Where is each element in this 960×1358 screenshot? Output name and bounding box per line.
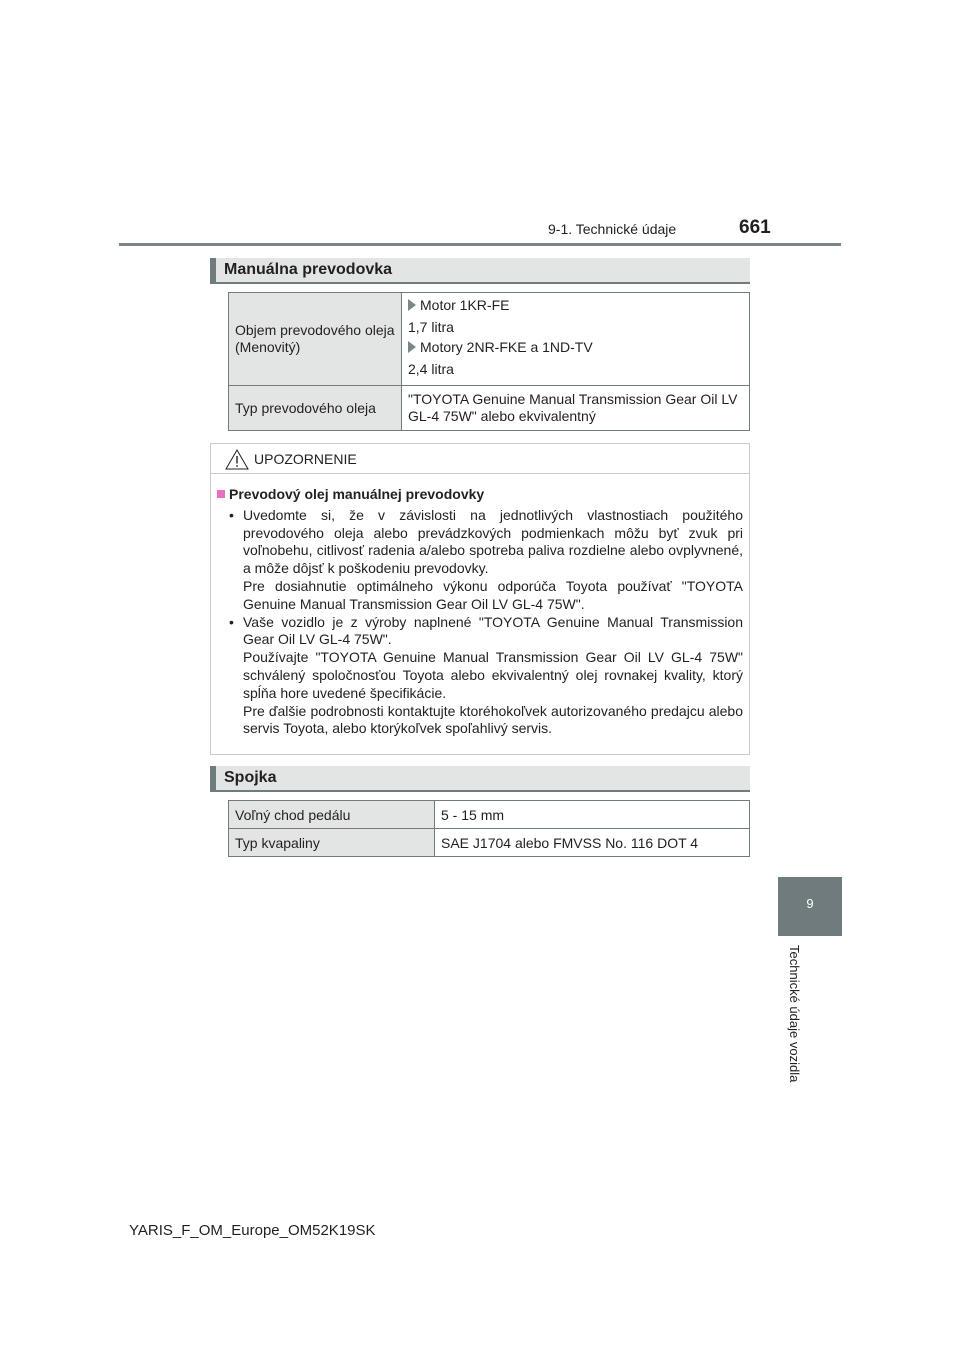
table-row [229,386,750,431]
paragraph: Uvedomte si, že v závislosti na jednotlivých vlastnostiach použitého prevodového oleja alebo prevádzkových podmienkach môžu byť zvuk pri voľnobehu, citlivosť radenia a/alebo spotreba paliva rozdielne alebo ovplyvnené, a môže dôjsť k poškodeniu prevodovky. [243,506,743,577]
fluid-type-value: SAE J1704 alebo FMVSS No. 116 DOT 4 [435,829,750,857]
paragraph: Vaše vozidlo je z výroby naplnené "TOYOTA Genuine Manual Transmission Gear Oil LV GL-4 75W". [243,613,743,648]
pedal-free-play-label: Voľný chod pedálu [229,801,435,829]
table-label-cell [229,293,402,386]
section-title: Spojka [224,769,277,786]
table-row [229,829,750,857]
triangle-right-icon [408,341,416,353]
bullet-dot-icon: • [229,613,234,630]
chapter-number: 9 [806,896,814,911]
paragraph: Používajte "TOYOTA Genuine Manual Transmission Gear Oil LV GL-4 75W" schválený spoločnosťou Toyota alebo ekvivalentný olej rovnakej kvality, ktorý spĺňa hore uvedené špecifikácie. [243,649,743,701]
clutch-table [228,800,750,857]
caution-item-title: Prevodový olej manuálnej prevodovky [217,486,743,504]
table-value-cell [402,293,750,386]
chapter-tab [778,877,842,936]
table-row [229,293,750,386]
list-item [217,614,743,739]
manual-transmission-table [228,292,750,431]
oil-capacity-label: Objem prevodového oleja (Menovitý) [235,322,395,355]
oil-type-value: "TOYOTA Genuine Manual Transmission Gear Oil LV GL-4 75W" alebo ekvivalentný [402,386,750,431]
fluid-type-label: Typ kvapaliny [229,829,435,857]
page-number: 661 [739,217,771,238]
caution-header [211,444,749,474]
bullet-dot-icon: • [229,506,234,523]
oil-type-label: Typ prevodového oleja [229,386,402,431]
caution-body [217,486,743,738]
variant-value: 2,4 litra [408,361,454,377]
section-title: Manuálna prevodovka [224,261,393,278]
triangle-right-icon [408,299,416,311]
header-section-title: 9-1. Technické údaje [548,221,677,237]
variant-value: 1,7 litra [408,319,454,335]
square-bullet-icon [217,490,225,498]
paragraph: Pre ďalšie podrobnosti kontaktujte ktoréhokoľvek autorizovaného predajcu alebo servis Toyota, alebo ktorýkoľvek spoľahlivý servis. [243,702,743,737]
chapter-label: Technické údaje vozidla [787,945,802,1083]
section-header-bar [210,258,216,284]
section-header-clutch [210,766,750,792]
table-row [229,801,750,829]
pedal-free-play-value: 5 - 15 mm [435,801,750,829]
document-code: YARIS_F_OM_Europe_OM52K19SK [129,1222,376,1239]
variant-engine: Motory 2NR-FKE a 1ND-TV [408,337,743,357]
caution-title: UPOZORNENIE [254,451,357,467]
paragraph: Pre dosiahnutie optimálneho výkonu odporúča Toyota používať "TOYOTA Genuine Manual Transmission Gear Oil LV GL-4 75W". [243,577,743,612]
variant-engine: Motor 1KR-FE [408,295,743,315]
warning-triangle-icon [225,449,249,470]
section-header-bar [210,766,216,792]
header-rule [119,243,841,246]
list-item [217,507,743,614]
caution-box [210,443,750,755]
section-header-manual-transmission [210,258,750,284]
